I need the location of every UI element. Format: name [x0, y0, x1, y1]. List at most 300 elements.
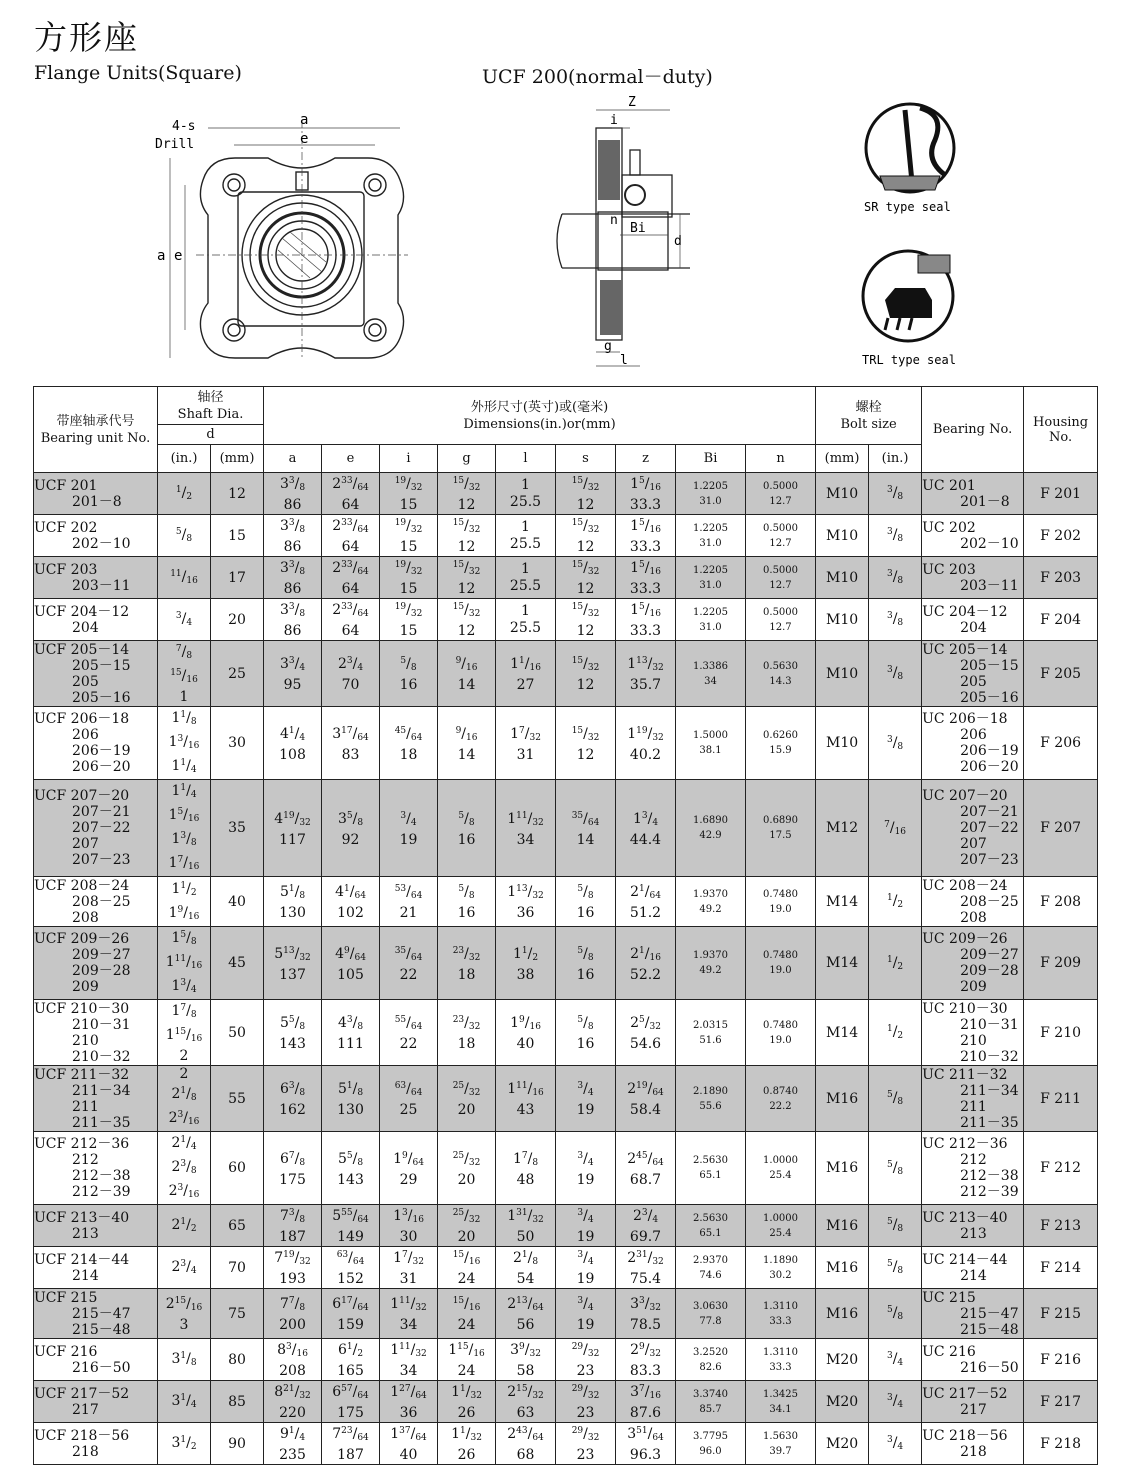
bearing-unit-cell	[34, 1289, 158, 1339]
dim-bi-cell	[676, 557, 746, 599]
dim-a-mm: 143	[279, 1036, 306, 1052]
bolt-mm-cell: M10	[816, 473, 869, 515]
bolt-mm-cell: M10	[816, 641, 869, 707]
bearing-unit-code: 218	[72, 1443, 99, 1460]
dim-a-inch: $3^3/_8$	[279, 602, 306, 619]
dim-s-inch: $^{15}/_{32}$	[571, 602, 600, 619]
bolt-inch-cell	[869, 1381, 922, 1423]
table-row	[34, 1247, 1098, 1289]
dim-l-inch: $2^{13}/_{64}$	[507, 1296, 544, 1313]
shaft-inch-value: $1^1/_4$	[171, 758, 197, 775]
shaft-mm-cell: 50	[211, 1000, 264, 1066]
dim-bi-value: 85.7	[699, 1403, 722, 1415]
side-label-l: l	[620, 353, 628, 368]
dim-g-cell	[438, 1339, 496, 1381]
dim-e-cell	[322, 707, 380, 780]
shaft-mm-cell: 45	[211, 927, 264, 1000]
dim-g-mm: 12	[457, 581, 476, 597]
bolt-mm-cell: M10	[816, 599, 869, 641]
dim-e-mm: 70	[341, 677, 360, 693]
dim-e-mm: 159	[337, 1317, 364, 1333]
shaft-inch-value: $3^1/_4$	[171, 1392, 197, 1410]
bolt-inch-value: $^3/_4$	[886, 1435, 904, 1452]
dim-z-mm: 33.3	[629, 623, 662, 639]
dim-l-inch: $2^1/_8$	[512, 1250, 539, 1267]
dim-s-mm: 16	[576, 966, 595, 983]
dim-e-mm: 143	[337, 1171, 364, 1188]
dim-n-value: 12.7	[769, 579, 792, 591]
shaft-inch-value: 2	[179, 1066, 189, 1082]
bolt-inch-value: $^3/_8$	[886, 485, 904, 502]
dim-n-value: 1.5630	[763, 1430, 799, 1442]
bolt-inch-value: $^5/_8$	[886, 1159, 904, 1177]
dim-z-mm: 33.3	[629, 497, 662, 513]
dim-l-cell	[496, 641, 556, 707]
dim-l-inch: $1^1/_{16}$	[510, 656, 541, 673]
side-label-z: Z	[628, 95, 636, 110]
dim-n-value: 0.7480	[763, 950, 799, 961]
dim-n-cell	[746, 1066, 816, 1132]
dim-l-cell	[496, 1339, 556, 1381]
dim-bi-cell	[676, 1247, 746, 1289]
dim-s-cell	[556, 641, 616, 707]
dim-z-cell	[616, 1066, 676, 1132]
dim-i-inch: $^3/_4$	[400, 810, 417, 828]
dim-l-cell	[496, 707, 556, 780]
dim-s-cell	[556, 557, 616, 599]
bearing-unit-code: UCF 215	[34, 1289, 98, 1306]
shaft-inch-value: $^{11}/_{16}$	[170, 568, 198, 586]
dim-l-mm: 63	[516, 1405, 535, 1421]
header-col-e: e	[322, 445, 380, 473]
shaft-inch-value: 2	[179, 1048, 189, 1064]
bearing-code: 212－38	[960, 1168, 1019, 1184]
dim-s-inch: $^{29}/_{32}$	[571, 1342, 600, 1359]
bolt-mm-cell: M20	[816, 1339, 869, 1381]
header-bolt-in: (in.)	[869, 445, 922, 473]
dim-bi-value: 1.3386	[693, 660, 729, 672]
dim-bi-value: 2.0315	[693, 1019, 729, 1031]
dim-bi-value: 1.9370	[693, 950, 729, 961]
header-shaft-mm: (mm)	[211, 445, 264, 473]
bolt-inch-cell	[869, 515, 922, 557]
dim-a-cell	[264, 1289, 322, 1339]
side-label-n: n	[610, 213, 618, 228]
dim-e-cell	[322, 599, 380, 641]
bearing-unit-code: UCF 213－40	[34, 1209, 130, 1226]
dim-z-mm: 35.7	[629, 677, 662, 693]
dim-i-cell	[380, 707, 438, 780]
dim-s-inch: $^{35}/_{64}$	[571, 810, 600, 828]
bolt-inch-value: $^5/_8$	[886, 1217, 904, 1234]
dim-i-inch: $^{55}/_{64}$	[394, 1015, 423, 1032]
dim-e-mm: 187	[337, 1447, 364, 1463]
dim-a-cell	[264, 1000, 322, 1066]
dim-s-cell	[556, 1289, 616, 1339]
dim-i-inch: $^{45}/_{64}$	[394, 725, 423, 743]
dim-e-cell	[322, 927, 380, 1000]
dim-i-cell	[380, 641, 438, 707]
dim-l-inch: $1^9/_{16}$	[510, 1015, 541, 1032]
dim-l-cell	[496, 1132, 556, 1205]
dim-bi-value: 55.6	[699, 1100, 722, 1112]
dim-l-inch: $3^9/_{32}$	[510, 1342, 541, 1359]
dim-l-mm: 25.5	[509, 619, 542, 636]
trl-seal-drawing	[855, 246, 975, 370]
dim-z-inch: $1^{19}/_{32}$	[627, 725, 664, 743]
dim-a-inch: $6^7/_8$	[279, 1150, 306, 1168]
dim-z-inch: $1^5/_{16}$	[630, 518, 661, 535]
bearing-no-cell	[922, 780, 1024, 877]
dim-l-mm: 25.5	[509, 577, 542, 594]
dim-i-mm: 22	[399, 966, 418, 983]
dim-l-cell	[496, 1205, 556, 1247]
bearing-unit-code: 209	[72, 979, 99, 995]
housing-no-cell: F 202	[1024, 515, 1098, 557]
dim-a-cell	[264, 707, 322, 780]
dim-s-inch: $^{29}/_{32}$	[571, 1384, 600, 1401]
dim-n-value: 0.5000	[763, 606, 799, 618]
shaft-inch-value: $1^9/_{16}$	[168, 904, 200, 922]
bearing-unit-code: 207	[72, 836, 99, 852]
bearing-code: 208	[960, 909, 987, 926]
dim-g-inch: $^{23}/_{32}$	[452, 945, 481, 963]
dim-bi-value: 77.8	[699, 1315, 722, 1327]
dim-a-cell	[264, 780, 322, 877]
dim-n-value: 19.0	[769, 1034, 792, 1046]
dim-l-mm: 43	[516, 1102, 535, 1118]
shaft-mm-cell: 65	[211, 1205, 264, 1247]
dim-n-cell	[746, 1205, 816, 1247]
header-col-n: n	[746, 445, 816, 473]
bearing-unit-code: 207－23	[72, 852, 131, 868]
bearing-no-cell	[922, 1289, 1024, 1339]
dim-i-inch: $^{19}/_{32}$	[394, 602, 423, 619]
dim-l-cell	[496, 515, 556, 557]
bolt-inch-value: $^5/_8$	[886, 1305, 904, 1322]
table-row	[34, 1339, 1098, 1381]
dim-i-mm: 19	[399, 831, 418, 848]
bolt-mm-cell: M16	[816, 1247, 869, 1289]
dim-s-inch: $^5/_8$	[577, 1015, 594, 1032]
dim-bi-cell	[676, 927, 746, 1000]
shaft-inch-value: 1	[179, 689, 189, 705]
dim-a-mm: 208	[279, 1363, 306, 1379]
shaft-inch-value: $1^3/_8$	[171, 831, 197, 848]
shaft-inch-cell	[158, 1289, 211, 1339]
dim-l-mm: 56	[516, 1317, 535, 1333]
dim-n-cell	[746, 1132, 816, 1205]
bearing-code: 210－32	[960, 1048, 1019, 1065]
dim-n-cell	[746, 877, 816, 927]
bearing-code: 204	[960, 619, 987, 636]
dim-bi-value: 65.1	[699, 1170, 722, 1181]
shaft-inch-value: $1^3/_4$	[171, 978, 197, 995]
dim-a-cell	[264, 473, 322, 515]
bolt-mm-cell: M14	[816, 927, 869, 1000]
bolt-mm-cell: M14	[816, 877, 869, 927]
bearing-unit-code: 205－16	[72, 689, 131, 706]
dim-bi-value: 74.6	[699, 1269, 722, 1281]
dim-z-cell	[616, 780, 676, 877]
bearing-no-cell	[922, 927, 1024, 1000]
bearing-unit-code: 216－50	[72, 1359, 131, 1376]
bearing-code: 202－10	[960, 535, 1019, 552]
bolt-mm-cell: M16	[816, 1066, 869, 1132]
dim-n-value: 30.2	[769, 1269, 792, 1281]
bearing-no-cell	[922, 557, 1024, 599]
dim-g-mm: 20	[457, 1102, 476, 1118]
dim-n-value: 0.5000	[763, 564, 799, 576]
dim-l-cell	[496, 557, 556, 599]
bearing-unit-cell	[34, 557, 158, 599]
bearing-code: UC 212－36	[922, 1136, 1008, 1152]
table-row	[34, 927, 1098, 1000]
bolt-inch-value: $^3/_8$	[886, 611, 904, 628]
dim-z-mm: 58.4	[629, 1102, 662, 1118]
bearing-unit-code: UCF 210－30	[34, 1000, 130, 1017]
shaft-mm-cell: 40	[211, 877, 264, 927]
dim-s-inch: $^{15}/_{32}$	[571, 656, 600, 673]
bearing-unit-cell	[34, 1205, 158, 1247]
table-row	[34, 1066, 1098, 1132]
bearing-no-cell	[922, 599, 1024, 641]
dim-i-mm: 16	[399, 677, 418, 693]
bearing-unit-code: 202－10	[72, 535, 131, 552]
bearing-code: UC 213－40	[922, 1209, 1008, 1226]
dim-s-cell	[556, 1205, 616, 1247]
dim-s-cell	[556, 1247, 616, 1289]
dim-a-inch: $9^1/_4$	[279, 1426, 306, 1443]
dim-a-inch: $8^{21}/_{32}$	[274, 1384, 311, 1401]
dim-z-mm: 52.2	[629, 966, 662, 983]
bearing-code: 211－34	[960, 1082, 1019, 1099]
shaft-inch-value: $1^{11}/_{16}$	[165, 954, 203, 971]
dim-g-cell	[438, 1289, 496, 1339]
dim-bi-cell	[676, 1205, 746, 1247]
bearing-code: UC 205－14	[922, 641, 1008, 658]
shaft-inch-value: $^1/_2$	[175, 484, 193, 502]
dim-z-cell	[616, 473, 676, 515]
shaft-inch-value: 3	[179, 1317, 189, 1333]
dim-z-cell	[616, 599, 676, 641]
dim-e-inch: $2^{33}/_{64}$	[332, 560, 369, 577]
dim-e-mm: 64	[341, 581, 360, 597]
dim-g-mm: 12	[457, 497, 476, 513]
table-row	[34, 1000, 1098, 1066]
dim-l-mm: 48	[516, 1171, 535, 1188]
bearing-unit-cell	[34, 927, 158, 1000]
dim-a-mm: 187	[279, 1229, 306, 1245]
dim-n-value: 25.4	[769, 1227, 792, 1239]
dim-g-cell	[438, 1205, 496, 1247]
dim-i-mm: 15	[399, 497, 418, 513]
bearing-code: 212－39	[960, 1184, 1019, 1200]
dim-a-mm: 117	[279, 831, 306, 848]
dim-a-inch: $3^3/_8$	[279, 476, 306, 493]
dim-a-mm: 86	[283, 539, 302, 555]
shaft-mm-cell: 90	[211, 1423, 264, 1465]
shaft-mm-cell: 70	[211, 1247, 264, 1289]
dim-n-value: 15.9	[769, 745, 792, 756]
dim-n-value: 19.0	[769, 965, 792, 976]
dim-i-mm: 21	[399, 905, 418, 921]
dim-i-inch: $1^7/_{32}$	[393, 1250, 424, 1267]
bearing-code: 201－8	[960, 493, 1010, 510]
dim-s-mm: 23	[576, 1363, 595, 1379]
dim-l-inch: $1^{11}/_{32}$	[507, 810, 544, 828]
shaft-mm-cell: 12	[211, 473, 264, 515]
dim-i-inch: $1^{11}/_{32}$	[390, 1296, 427, 1313]
dim-n-value: 1.0000	[763, 1212, 799, 1224]
dim-g-inch: $^{25}/_{32}$	[452, 1208, 481, 1225]
bolt-mm-cell: M10	[816, 557, 869, 599]
dim-a-mm: 86	[283, 497, 302, 513]
shaft-inch-cell	[158, 927, 211, 1000]
table-row	[34, 473, 1098, 515]
bearing-unit-code: 217	[72, 1401, 99, 1418]
bearing-unit-code: 207－22	[72, 820, 131, 836]
sr-seal-label: SR type seal	[864, 200, 951, 214]
dim-s-mm: 14	[576, 831, 595, 848]
dim-e-inch: $6^{57}/_{64}$	[332, 1384, 369, 1401]
bolt-inch-cell	[869, 599, 922, 641]
dim-s-inch: $^{29}/_{32}$	[571, 1426, 600, 1443]
dim-l-cell	[496, 1381, 556, 1423]
shaft-inch-value: $^7/_8$	[175, 644, 193, 661]
shaft-inch-value: $^3/_4$	[175, 610, 193, 628]
bearing-code: 215－48	[960, 1321, 1019, 1338]
shaft-mm-cell: 55	[211, 1066, 264, 1132]
dim-e-cell	[322, 877, 380, 927]
dim-e-mm: 102	[337, 905, 364, 921]
dim-z-mm: 96.3	[629, 1447, 662, 1463]
dim-z-mm: 75.4	[629, 1271, 662, 1287]
dim-a-cell	[264, 1132, 322, 1205]
bolt-inch-value: $^5/_8$	[886, 1259, 904, 1276]
dim-g-mm: 14	[457, 677, 476, 693]
header-bearing-no: Bearing No.	[922, 387, 1024, 473]
dim-bi-cell	[676, 707, 746, 780]
dim-s-mm: 19	[576, 1171, 595, 1188]
sr-seal-drawing	[855, 98, 975, 218]
bearing-no-cell	[922, 1339, 1024, 1381]
bolt-inch-value: $^1/_2$	[886, 893, 904, 910]
dim-g-mm: 24	[457, 1317, 476, 1333]
dim-a-mm: 130	[279, 905, 306, 921]
dim-s-cell	[556, 1339, 616, 1381]
bearing-code: 212	[960, 1152, 987, 1168]
dim-e-mm: 83	[341, 746, 360, 763]
dim-n-value: 0.8740	[763, 1085, 799, 1097]
dim-z-mm: 54.6	[629, 1036, 662, 1052]
dim-g-mm: 24	[457, 1271, 476, 1287]
bearing-code: 207－21	[960, 804, 1019, 820]
dim-a-mm: 193	[279, 1271, 306, 1287]
dim-l-cell	[496, 1247, 556, 1289]
dim-g-cell	[438, 557, 496, 599]
dim-s-cell	[556, 1066, 616, 1132]
dim-a-mm: 235	[279, 1447, 306, 1463]
dim-e-inch: $2^3/_4$	[337, 656, 364, 673]
bearing-code: 209－27	[960, 947, 1019, 963]
dim-g-mm: 18	[457, 966, 476, 983]
dim-a-inch: $8^3/_{16}$	[277, 1342, 308, 1359]
dim-l-mm: 25.5	[509, 493, 542, 510]
table-row	[34, 1289, 1098, 1339]
bearing-unit-code: 208－25	[72, 893, 131, 910]
dim-l-cell	[496, 1000, 556, 1066]
dim-a-cell	[264, 1205, 322, 1247]
shaft-inch-value: $1^1/_2$	[171, 880, 197, 898]
dim-e-cell	[322, 1339, 380, 1381]
dim-bi-value: 1.9370	[693, 888, 729, 900]
shaft-inch-cell	[158, 473, 211, 515]
table-row	[34, 515, 1098, 557]
dim-bi-value: 31.0	[699, 579, 722, 591]
dim-l-cell	[496, 1289, 556, 1339]
dim-e-mm: 175	[337, 1405, 364, 1421]
dim-e-mm: 111	[337, 1036, 364, 1052]
dim-bi-cell	[676, 1066, 746, 1132]
dim-l-cell	[496, 1066, 556, 1132]
dim-i-cell	[380, 599, 438, 641]
bearing-unit-code: 210－32	[72, 1048, 131, 1065]
dim-n-value: 0.5000	[763, 522, 799, 534]
dim-z-mm: 68.7	[629, 1171, 662, 1188]
housing-no-cell: F 217	[1024, 1381, 1098, 1423]
dim-l-mm: 40	[516, 1036, 535, 1052]
shaft-inch-value: $1^{15}/_{16}$	[165, 1027, 203, 1044]
dim-n-cell	[746, 927, 816, 1000]
bolt-inch-cell	[869, 1247, 922, 1289]
bearing-unit-cell	[34, 877, 158, 927]
dim-z-inch: $2^1/_{64}$	[630, 884, 661, 901]
dim-a-mm: 86	[283, 581, 302, 597]
dim-e-inch: $4^1/_{64}$	[335, 884, 366, 901]
dim-e-cell	[322, 473, 380, 515]
dim-e-inch: $2^{33}/_{64}$	[332, 602, 369, 619]
dim-i-mm: 31	[399, 1271, 418, 1287]
dim-n-value: 0.6890	[763, 815, 799, 826]
bearing-code: 207－22	[960, 820, 1019, 836]
dim-i-mm: 15	[399, 581, 418, 597]
dim-z-mm: 33.3	[629, 581, 662, 597]
dim-z-mm: 87.6	[629, 1405, 662, 1421]
bearing-unit-code: 212－39	[72, 1184, 131, 1200]
dim-bi-value: 1.6890	[693, 815, 729, 826]
shaft-mm-cell: 25	[211, 641, 264, 707]
shaft-inch-cell	[158, 557, 211, 599]
bearing-unit-code: UCF 218－56	[34, 1427, 130, 1444]
dim-i-cell	[380, 557, 438, 599]
bolt-mm-cell: M10	[816, 515, 869, 557]
dim-z-cell	[616, 1289, 676, 1339]
dim-a-inch: $4^{19}/_{32}$	[274, 810, 311, 828]
bearing-code: UC 207－20	[922, 788, 1008, 804]
bolt-inch-cell	[869, 1205, 922, 1247]
page-title: 方形座	[34, 18, 139, 57]
dim-l-mm: 68	[516, 1447, 535, 1463]
dim-s-cell	[556, 599, 616, 641]
bearing-unit-cell	[34, 1247, 158, 1289]
bearing-code: 205	[960, 673, 987, 690]
side-label-d: d	[674, 234, 682, 249]
dim-i-cell	[380, 1247, 438, 1289]
dim-s-inch: $^3/_4$	[577, 1150, 594, 1168]
bearing-code: 206	[960, 727, 987, 743]
dim-i-inch: $^{35}/_{64}$	[394, 945, 423, 963]
